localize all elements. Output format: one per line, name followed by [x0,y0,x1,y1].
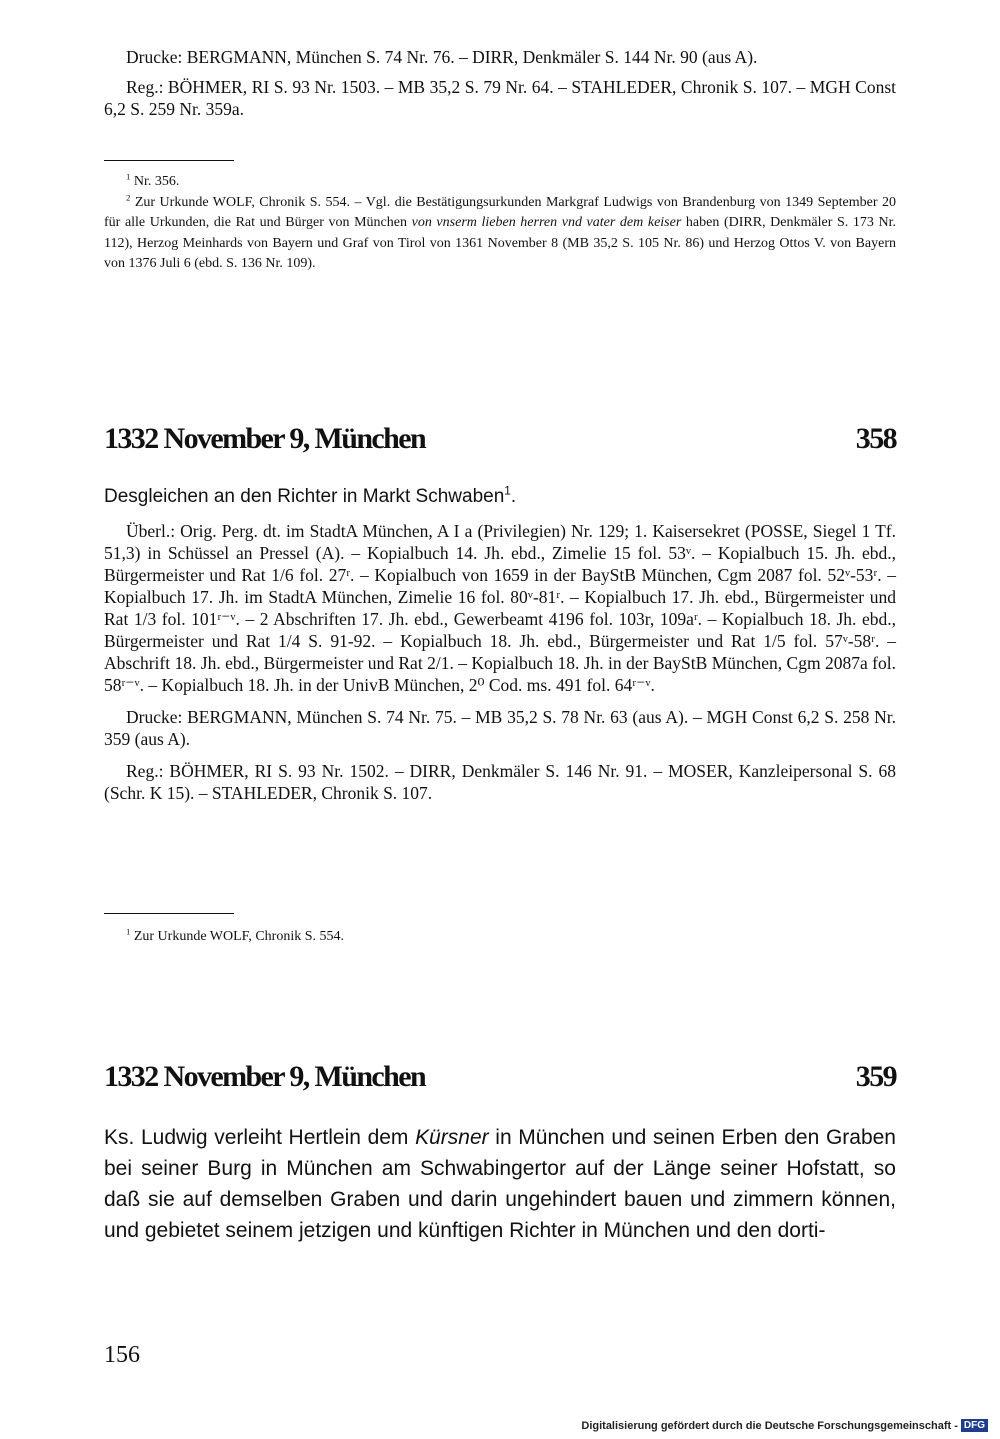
footnote-mark: 1 [126,926,131,937]
footnote-2 [104,193,896,275]
entry-358-summary [104,484,896,510]
page-number: 156 [104,1342,140,1368]
entry-358-ueberlieferung: Überl.: Orig. Perg. dt. im StadtA München, A I a (Privilegien) Nr. 129; 1. Kaisersekret (POSSE, Siegel 1 Tf. 51,3) in Schüssel an Pressel (A). – Kopialbuch 14. Jh. ebd., Zimelie 15 fol. 53ᵛ. – Kopialbuch 15. Jh. ebd., Bürgermeister und Rat 1/6 fol. 27ʳ. – Kopialbuch von 1659 in der BayStB München, Cgm 2087 fol. 52ᵛ-53ʳ. – Kopialbuch 17. Jh. im StadtA München, Zimelie 16 fol. 80ᵛ-81ʳ. – Kopialbuch 17. Jh. ebd., Bürgermeister und Rat 1/3 fol. 101ʳ⁻ᵛ. – 2 Abschriften 17. Jh. ebd., Gewerbeamt 4196 fol. 103r, 109aʳ. – Kopialbuch 18. Jh. ebd., Bürgermeister und Rat 1/4 S. 91-92. – Kopialbuch 18. Jh. ebd., Bürgermeister und Rat 1/5 fol. 57ᵛ-58ʳ. – Abschrift 18. Jh. ebd., Bürgermeister und Rat 2/1. – Kopialbuch 18. Jh. in der BayStB München, Cgm 2087a fol. 58ʳ⁻ᵛ. – Kopialbuch 18. Jh. in der UnivB München, 2⁰ Cod. ms. 491 fol. 64ʳ⁻ᵛ. [104,521,896,695]
entry-359-summary [104,1122,896,1246]
footnote-text-a: Zur Urkunde WOLF, Chronik S. 554. – Vgl. die Bestätigungsurkunden Markgraf Ludwigs von Brandenburg von 1349 September 20 für alle Urkunden, die Rat und Bürger von München [104,194,897,230]
summary-text: Desgleichen an den Richter in Markt Schwaben [104,486,505,507]
entry-358-body [104,484,896,804]
entry-358-number: 358 [855,422,896,455]
entry-358-heading [104,422,896,456]
entry-359-body [104,1122,896,1246]
entry-358-reg: Reg.: BÖHMER, RI S. 93 Nr. 1502. – DIRR, Denkmäler S. 146 Nr. 91. – MOSER, Kanzleipersonal S. 68 (Schr. K 15). – STAHLEDER, Chronik S. 107. [104,761,896,803]
footnote-mark: 2 [126,191,131,202]
summary-end: . [510,486,517,507]
dfg-logo: DFG [961,1419,988,1432]
footnote-mark: 1 [126,171,131,182]
entry-359-number: 359 [855,1060,896,1093]
entry-358-footnotes [104,927,896,948]
footnotes-top [104,172,896,275]
entry-358-date-place: 1332 November 9, München [104,422,426,455]
footnote-1 [104,172,896,193]
footnote-text: Nr. 356. [133,174,180,189]
footnote-1 [104,927,896,948]
footnote-quote: von vnserm lieben herren vnd vater dem keiser [411,215,682,230]
summary-text-b: in München und seinen Erben den Graben bei seiner Burg in München am Schwabingertor auf der Länge seiner Hofstatt, so daß sie auf demselben Graben und darin ungehindert bauen und zimmern können, und gebietet seinem jetzigen und künftigen Richter in München und den dorti- [104,1126,896,1242]
funding-text: Digitalisierung gefördert durch die Deutsche Forschungsgemeinschaft - [581,1419,958,1432]
footnote-text: Zur Urkunde WOLF, Chronik S. 554. [133,929,345,944]
top-reg: Reg.: BÖHMER, RI S. 93 Nr. 1503. – MB 35,2 S. 79 Nr. 64. – STAHLEDER, Chronik S. 107. – MGH Const 6,2 S. 259 Nr. 359a. [104,77,896,119]
summary-term: Kürsner [415,1126,489,1149]
entry-359-date-place: 1332 November 9, München [104,1060,426,1093]
footnote-rule-top [104,160,234,161]
top-drucke: Drucke: BERGMANN, München S. 74 Nr. 76. – DIRR, Denkmäler S. 144 Nr. 90 (aus A). [126,47,758,67]
top-citations [104,46,896,120]
summary-footnote-mark: 1 [504,484,511,498]
footnote-rule-358 [104,913,234,914]
summary-text-a: Ks. Ludwig verleiht Hertlein dem [104,1126,409,1149]
footnote-text-b: haben (DIRR, Denkmäler S. 173 Nr. 112), Herzog Meinhards von Bayern und Graf von Tirol von 1361 November 8 (MB 35,2 S. 105 Nr. 86) und Herzog Ottos V. von Bayern von 1376 Juli 6 (ebd. S. 136 Nr. 109). [104,215,897,271]
funding-footer [581,1419,988,1432]
entry-358-drucke: Drucke: BERGMANN, München S. 74 Nr. 75. – MB 35,2 S. 78 Nr. 63 (aus A). – MGH Const 6,2 S. 258 Nr. 359 (aus A). [104,707,896,749]
entry-359-heading [104,1060,896,1094]
